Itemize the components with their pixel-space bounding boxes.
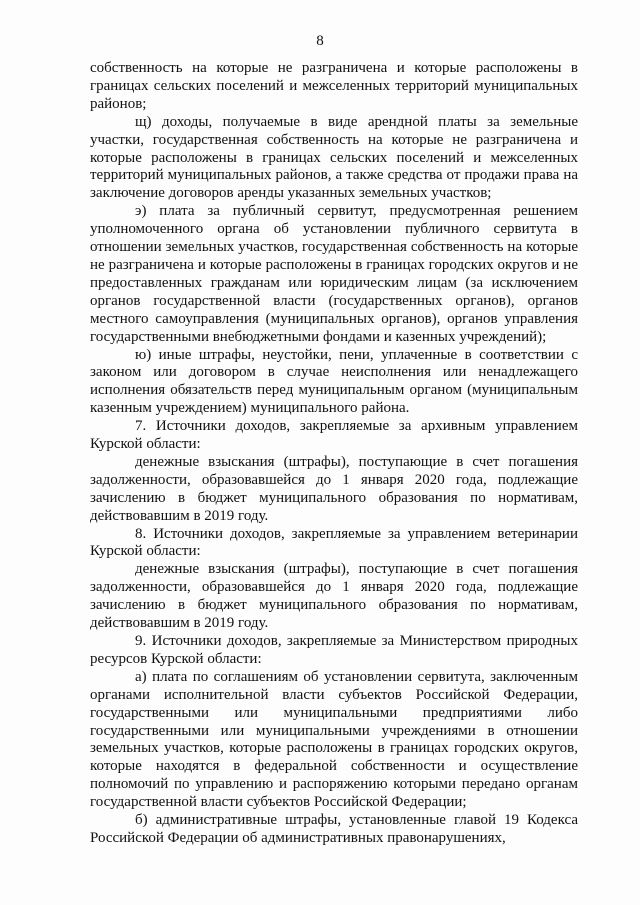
page-number: 8 [316, 33, 324, 49]
section-9-item-b: б) административные штрафы, установленные главой 19 Кодекса Российской Федерации об административных правонарушениях, [90, 812, 578, 846]
paragraph-item-yu: ю) иные штрафы, неустойки, пени, уплаченные в соответствии с законом или договором в случае неисполнения или ненадлежащего исполнения обязательств перед муниципальным органом (муниципальным казенным учреждением) муниципального района. [90, 346, 578, 417]
section-7-heading: 7. Источники доходов, закрепляемые за архивным управлением Курской области: [90, 418, 578, 453]
section-7-item: денежные взыскания (штрафы), поступающие в счет погашения задолженности, образовавшейся до 1 января 2020 года, подлежащие зачислению в бюджет муниципального образования по нормативам, действовавшим в 2019 году. [90, 453, 578, 524]
document-body [90, 60, 578, 848]
paragraph-item-shch: щ) доходы, получаемые в виде арендной платы за земельные участки, государственная собственность на которые не разграничена и которые расположены в границах сельских поселений и межселенных территорий муниципальных районов, а также средства от продажи права на заключение договоров аренды указанных земельных участков; [90, 113, 578, 202]
paragraph-continuation: собственность на которые не разграничена и которые расположены в границах сельских поселений и межселенных территорий муниципальных районов; [90, 60, 578, 112]
section-9-item-a: а) плата по соглашениям об установлении сервитута, заключенным органами исполнительной власти субъектов Российской Федерации, государственными или муниципальными предприятиями либо государственными или муниципальными учреждениями в отношении земельных участков, которые расположены в границах городских округов, которые находятся в федеральной собственности и осуществление полномочий по управлению и распоряжению которыми передано органам государственной власти субъектов Российской Федерации; [90, 668, 578, 811]
section-9-heading: 9. Источники доходов, закрепляемые за Министерством природных ресурсов Курской области: [90, 633, 578, 667]
paragraph-item-e: э) плата за публичный сервитут, предусмотренная решением уполномоченного органа об установлении публичного сервитута в отношении земельных участков, государственная собственность на которые не разграничена и которые расположены в границах городских округов и не предоставленных гражданам или юридическим лицам (за исключением органов государственной власти (государственных органов), органов местного самоуправления (муниципальных органов), органов управления государственными внебюджетными фондами и казенных учреждений); [90, 203, 578, 345]
section-8-heading: 8. Источники доходов, закрепляемые за управлением ветеринарии Курской области: [90, 525, 578, 560]
section-8-item: денежные взыскания (штрафы), поступающие в счет погашения задолженности, образовавшейся до 1 января 2020 года, подлежащие зачислению в бюджет муниципального образования по нормативам, действовавшим в 2019 году. [90, 561, 578, 632]
